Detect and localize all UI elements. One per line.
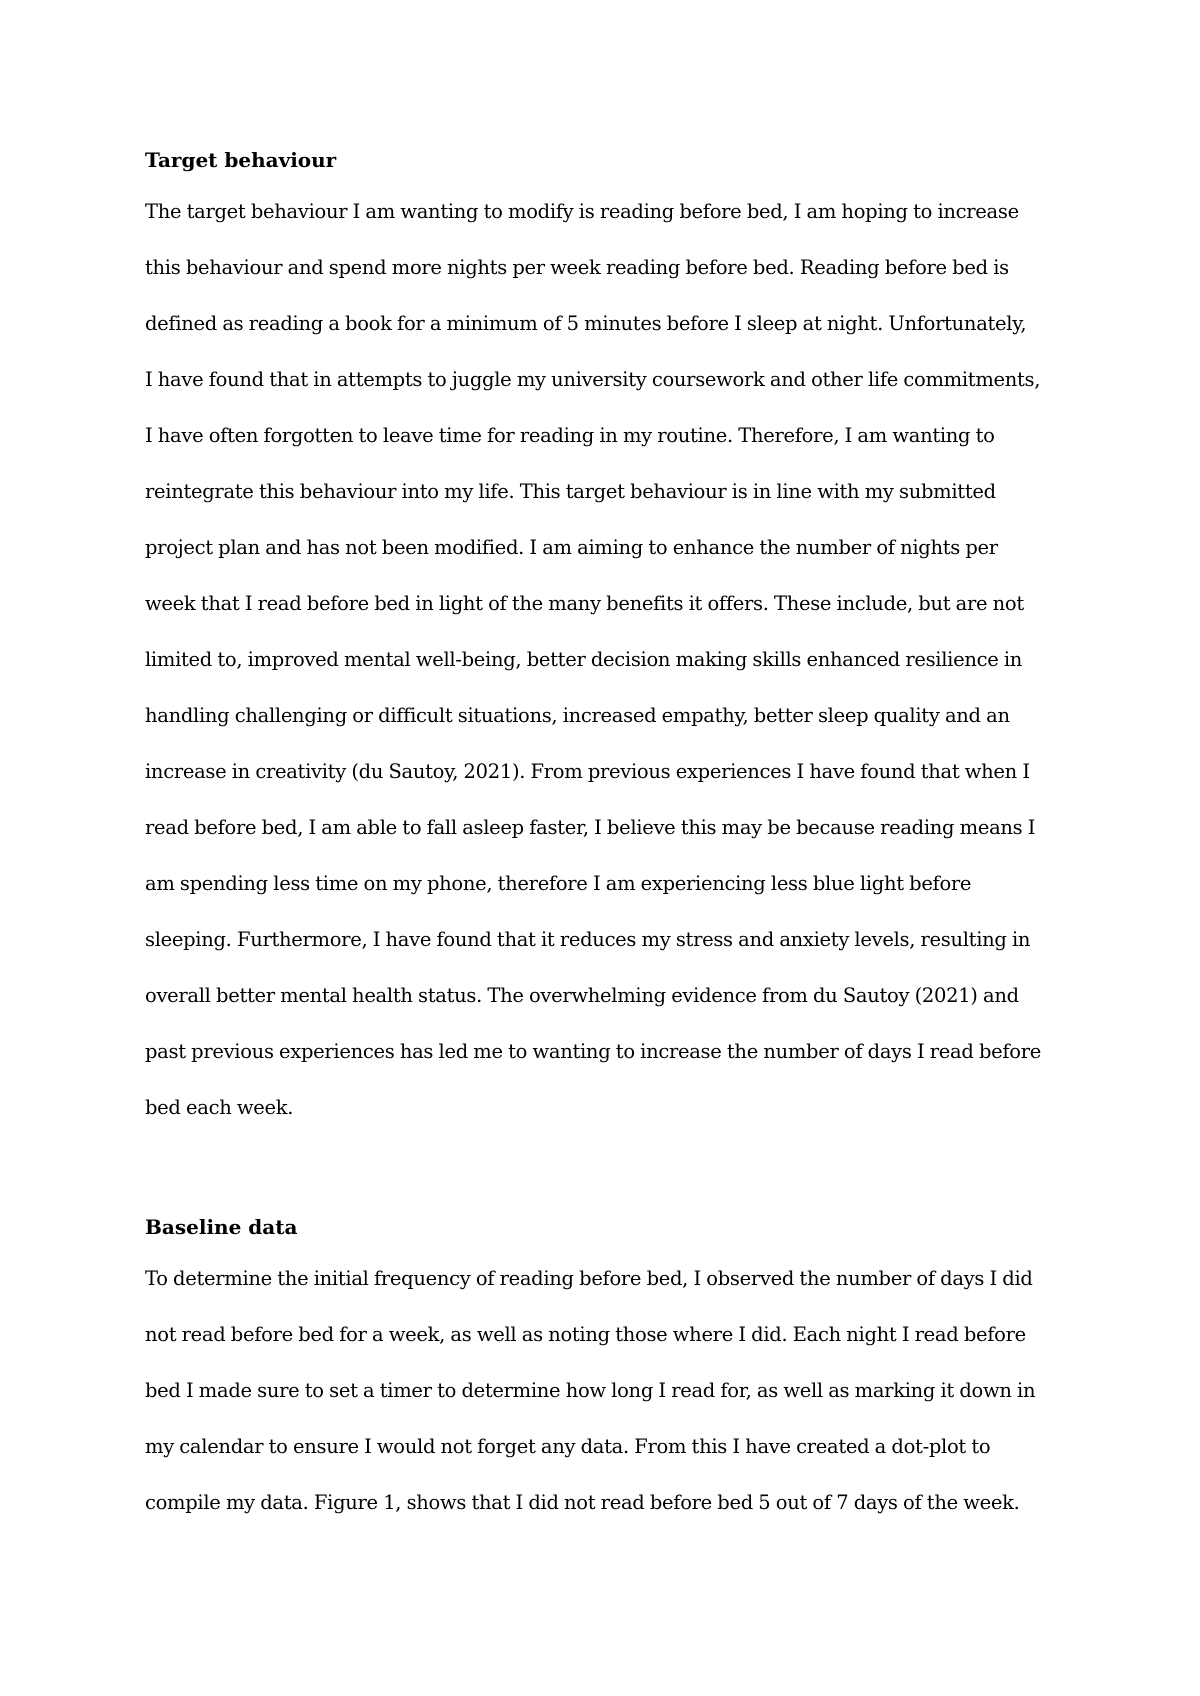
section-baseline-data	[145, 1215, 1075, 1514]
paragraph-line: not read before bed for a week, as well as noting those where I did. Each night I read before	[145, 1323, 1026, 1346]
section-heading: Baseline data	[145, 1215, 298, 1239]
paragraph-line: To determine the initial frequency of reading before bed, I observed the number of days I did	[145, 1267, 1033, 1290]
paragraph-line: limited to, improved mental well-being, better decision making skills enhanced resilience in	[145, 648, 1023, 671]
section-heading: Target behaviour	[145, 148, 337, 172]
paragraph-line: my calendar to ensure I would not forget any data. From this I have created a dot-plot to	[145, 1435, 991, 1458]
paragraph-line: past previous experiences has led me to wanting to increase the number of days I read before	[145, 1040, 1041, 1063]
paragraph-line: defined as reading a book for a minimum of 5 minutes before I sleep at night. Unfortunately,	[145, 312, 1027, 335]
paragraph-line: compile my data. Figure 1, shows that I did not read before bed 5 out of 7 days of the week.	[145, 1491, 1020, 1514]
paragraph-line: am spending less time on my phone, therefore I am experiencing less blue light before	[145, 872, 972, 895]
paragraph-line: sleeping. Furthermore, I have found that it reduces my stress and anxiety levels, resulting in	[145, 928, 1031, 951]
paragraph-line: week that I read before bed in light of the many benefits it offers. These include, but are not	[145, 592, 1024, 615]
paragraph-line: read before bed, I am able to fall asleep faster, I believe this may be because reading means I	[145, 816, 1036, 839]
paragraph-line: increase in creativity (du Sautoy, 2021). From previous experiences I have found that when I	[145, 760, 1030, 783]
paragraph-line: reintegrate this behaviour into my life. This target behaviour is in line with my submitted	[145, 480, 996, 503]
paragraph-line: handling challenging or difficult situations, increased empathy, better sleep quality and an	[145, 704, 1010, 727]
paragraph-line: this behaviour and spend more nights per week reading before bed. Reading before bed is	[145, 256, 1009, 279]
paragraph-line: project plan and has not been modified. I am aiming to enhance the number of nights per	[145, 536, 998, 559]
paragraph-line: bed each week.	[145, 1096, 294, 1119]
paragraph-line: I have found that in attempts to juggle my university coursework and other life commitments,	[145, 368, 1041, 391]
paragraph-line: overall better mental health status. The overwhelming evidence from du Sautoy (2021) and	[145, 984, 1019, 1007]
paragraph-line: bed I made sure to set a timer to determine how long I read for, as well as marking it down in	[145, 1379, 1036, 1402]
paragraph-line: The target behaviour I am wanting to modify is reading before bed, I am hoping to increase	[145, 200, 1019, 223]
section-target-behaviour	[145, 148, 1075, 1119]
paragraph-line: I have often forgotten to leave time for reading in my routine. Therefore, I am wanting to	[145, 424, 995, 447]
